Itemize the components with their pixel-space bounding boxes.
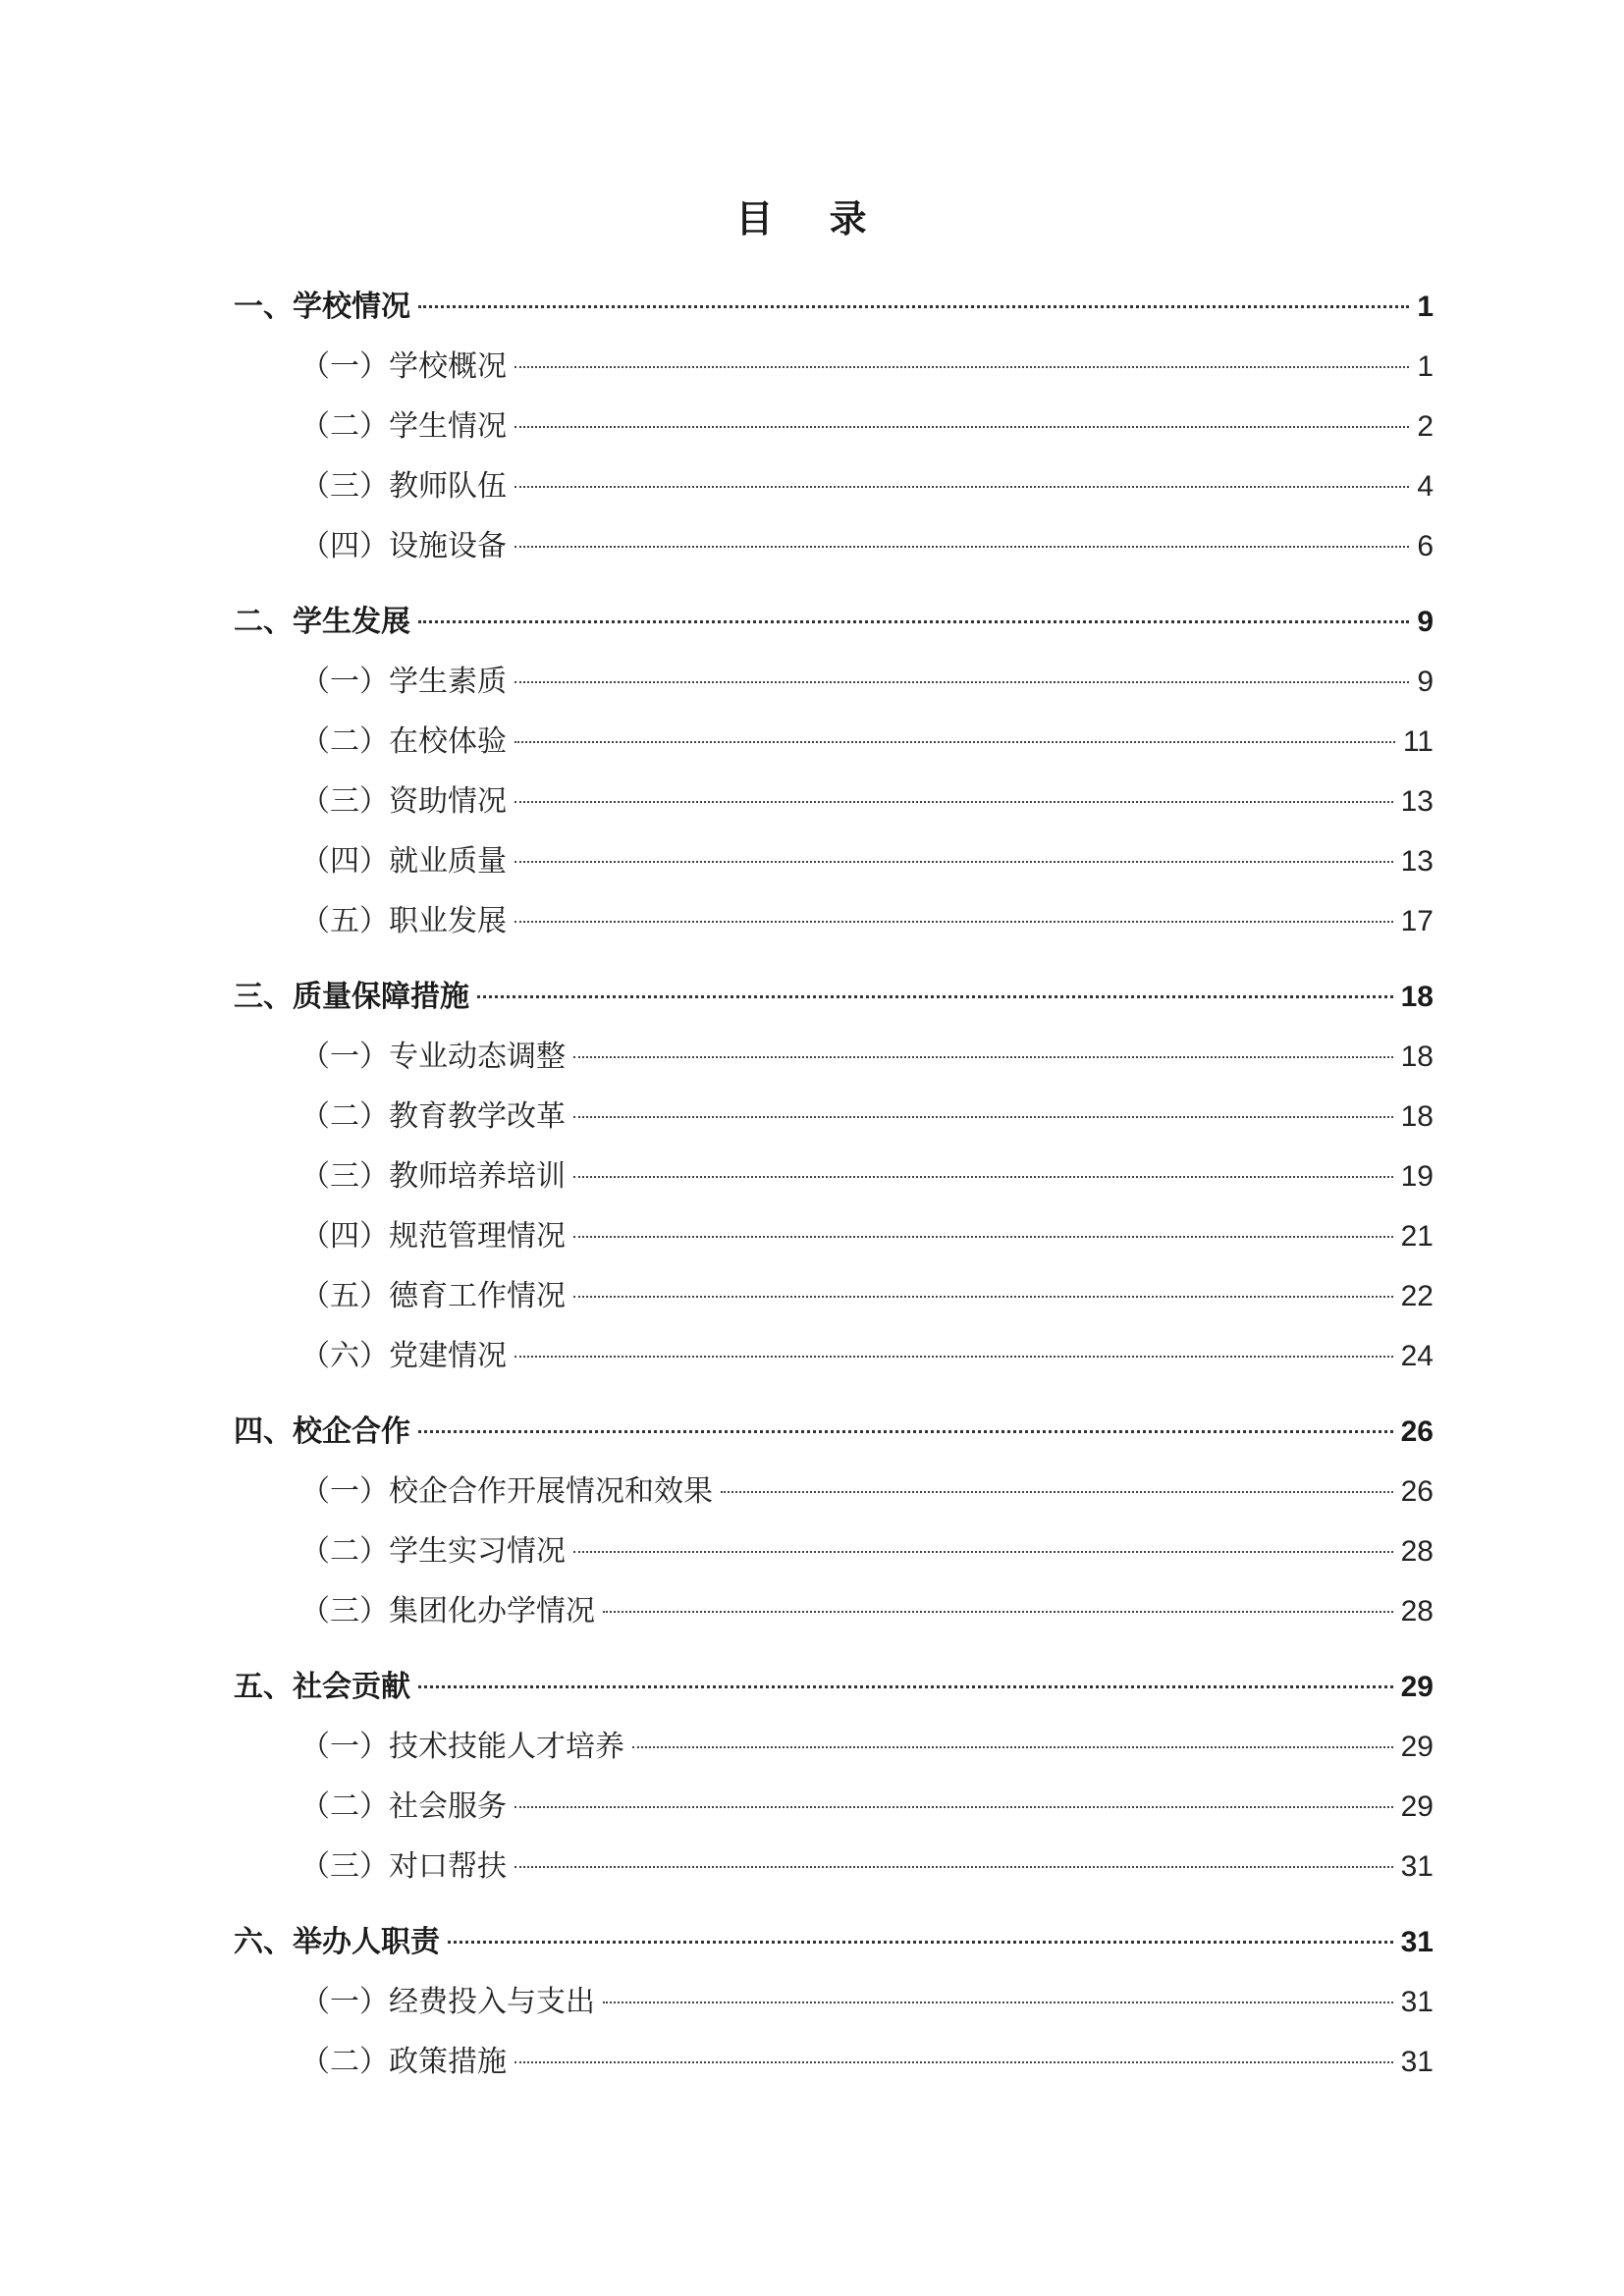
toc-subsection[interactable] xyxy=(234,2032,1434,2092)
toc-subsection-title: （一）经费投入与支出 xyxy=(300,1985,595,2019)
toc-subsection-title: （五）职业发展 xyxy=(300,904,507,938)
dot-leader xyxy=(514,1866,1393,1868)
toc-subsection[interactable] xyxy=(234,516,1434,576)
toc-page-number: 29 xyxy=(1400,1790,1434,1823)
dot-leader xyxy=(448,1941,1393,1944)
toc-page-number: 13 xyxy=(1400,845,1434,878)
dot-leader xyxy=(514,921,1393,923)
dot-leader xyxy=(573,1056,1393,1058)
dot-leader xyxy=(573,1176,1393,1178)
dot-leader xyxy=(632,1746,1393,1748)
toc-page-number: 1 xyxy=(1417,291,1434,323)
dot-leader xyxy=(514,1806,1393,1808)
toc-page-number: 28 xyxy=(1400,1535,1434,1568)
dot-leader xyxy=(477,995,1393,998)
toc-page-number: 11 xyxy=(1402,725,1434,758)
toc-page-number: 6 xyxy=(1417,530,1434,562)
toc-page-number: 24 xyxy=(1400,1340,1434,1372)
toc-page-number: 4 xyxy=(1417,470,1434,503)
toc-section-title: 五、社会贡献 xyxy=(234,1670,410,1704)
toc-subsection-title: （一）学校概况 xyxy=(300,349,507,384)
dot-leader xyxy=(418,305,1409,308)
table-of-contents xyxy=(234,277,1434,2092)
toc-subsection-title: （三）教师培养培训 xyxy=(300,1159,566,1194)
toc-subsection-title: （三）集团化办学情况 xyxy=(300,1594,595,1629)
toc-page-number: 28 xyxy=(1400,1595,1434,1628)
dot-leader xyxy=(418,1430,1393,1433)
dot-leader xyxy=(514,801,1393,803)
toc-subsection[interactable] xyxy=(234,1027,1434,1087)
toc-subsection[interactable] xyxy=(234,1522,1434,1581)
toc-page-number: 19 xyxy=(1400,1160,1434,1193)
toc-subsection[interactable] xyxy=(234,652,1434,712)
dot-leader xyxy=(603,1611,1393,1613)
toc-subsection-title: （四）设施设备 xyxy=(300,529,507,563)
dot-leader xyxy=(418,620,1409,623)
toc-subsection[interactable] xyxy=(234,337,1434,397)
toc-section[interactable] xyxy=(234,967,1434,1027)
toc-page-number: 21 xyxy=(1400,1220,1434,1253)
toc-subsection[interactable] xyxy=(234,1266,1434,1326)
toc-page-number: 26 xyxy=(1400,1415,1434,1448)
dot-leader xyxy=(514,861,1393,863)
toc-section[interactable] xyxy=(234,277,1434,337)
dot-leader xyxy=(514,2061,1393,2063)
dot-leader xyxy=(418,1685,1393,1688)
dot-leader xyxy=(603,2002,1393,2003)
toc-subsection-title: （二）教育教学改革 xyxy=(300,1099,566,1134)
toc-section-title: 二、学生发展 xyxy=(234,605,410,639)
toc-page-number: 18 xyxy=(1400,981,1434,1013)
toc-section-title: 六、举办人职责 xyxy=(234,1925,440,1959)
toc-subsection[interactable] xyxy=(234,831,1434,891)
toc-subsection-title: （一）技术技能人才培养 xyxy=(300,1730,624,1764)
dot-leader xyxy=(721,1491,1393,1493)
toc-subsection[interactable] xyxy=(234,1972,1434,2032)
toc-subsection-title: （二）学生情况 xyxy=(300,409,507,444)
toc-subsection-title: （六）党建情况 xyxy=(300,1339,507,1373)
toc-subsection-title: （三）教师队伍 xyxy=(300,469,507,504)
toc-subsection-title: （一）校企合作开展情况和效果 xyxy=(300,1474,713,1509)
dot-leader xyxy=(514,1356,1393,1358)
toc-page-number: 18 xyxy=(1400,1100,1434,1133)
dot-leader xyxy=(514,366,1409,368)
toc-page-number: 17 xyxy=(1400,905,1434,937)
toc-subsection-title: （二）学生实习情况 xyxy=(300,1534,566,1569)
toc-subsection-title: （三）对口帮扶 xyxy=(300,1849,507,1884)
toc-subsection[interactable] xyxy=(234,891,1434,951)
toc-subsection[interactable] xyxy=(234,1462,1434,1522)
toc-section-title: 四、校企合作 xyxy=(234,1415,410,1449)
dot-leader xyxy=(573,1116,1393,1118)
toc-subsection-title: （三）资助情况 xyxy=(300,784,507,819)
toc-subsection[interactable] xyxy=(234,397,1434,456)
toc-subsection[interactable] xyxy=(234,712,1434,772)
toc-page-number: 9 xyxy=(1417,606,1434,638)
dot-leader xyxy=(514,741,1395,743)
toc-page-number: 26 xyxy=(1400,1475,1434,1508)
toc-section[interactable] xyxy=(234,1657,1434,1717)
toc-subsection-title: （一）专业动态调整 xyxy=(300,1040,566,1074)
dot-leader xyxy=(573,1296,1393,1298)
toc-page-number: 1 xyxy=(1417,350,1434,383)
toc-subsection[interactable] xyxy=(234,1777,1434,1837)
toc-page-number: 9 xyxy=(1417,666,1434,698)
toc-subsection-title: （四）就业质量 xyxy=(300,844,507,879)
toc-page-number: 29 xyxy=(1400,1731,1434,1763)
toc-page-number: 31 xyxy=(1400,1850,1434,1883)
toc-subsection[interactable] xyxy=(234,1837,1434,1896)
toc-page-number: 22 xyxy=(1400,1280,1434,1312)
dot-leader xyxy=(573,1551,1393,1553)
toc-subsection-title: （二）社会服务 xyxy=(300,1789,507,1824)
dot-leader xyxy=(514,486,1409,488)
toc-subsection-title: （一）学生素质 xyxy=(300,665,507,699)
toc-subsection-title: （二）政策措施 xyxy=(300,2045,507,2079)
toc-title: 目 录 xyxy=(735,197,889,240)
toc-page-number: 2 xyxy=(1417,410,1434,443)
toc-subsection[interactable] xyxy=(234,1087,1434,1147)
toc-subsection-title: （二）在校体验 xyxy=(300,724,507,759)
toc-section[interactable] xyxy=(234,1402,1434,1462)
toc-subsection[interactable] xyxy=(234,456,1434,516)
toc-subsection[interactable] xyxy=(234,772,1434,831)
toc-page-number: 31 xyxy=(1400,1986,1434,2018)
toc-subsection[interactable] xyxy=(234,1147,1434,1206)
toc-page-number: 13 xyxy=(1400,785,1434,818)
dot-leader xyxy=(514,546,1409,548)
toc-subsection[interactable] xyxy=(234,1326,1434,1386)
toc-section[interactable] xyxy=(234,1912,1434,1972)
toc-page-number: 18 xyxy=(1400,1041,1434,1073)
dot-leader xyxy=(514,681,1409,683)
toc-section-title: 三、质量保障措施 xyxy=(234,980,469,1014)
toc-subsection-title: （四）规范管理情况 xyxy=(300,1219,566,1254)
toc-subsection[interactable] xyxy=(234,1717,1434,1777)
toc-subsection[interactable] xyxy=(234,1206,1434,1266)
toc-subsection[interactable] xyxy=(234,1581,1434,1641)
toc-section[interactable] xyxy=(234,592,1434,652)
toc-page-number: 31 xyxy=(1400,2046,1434,2078)
toc-subsection-title: （五）德育工作情况 xyxy=(300,1279,566,1313)
toc-page-number: 31 xyxy=(1400,1926,1434,1958)
dot-leader xyxy=(573,1236,1393,1238)
dot-leader xyxy=(514,426,1409,428)
toc-section-title: 一、学校情况 xyxy=(234,290,410,324)
toc-page-number: 29 xyxy=(1400,1671,1434,1703)
